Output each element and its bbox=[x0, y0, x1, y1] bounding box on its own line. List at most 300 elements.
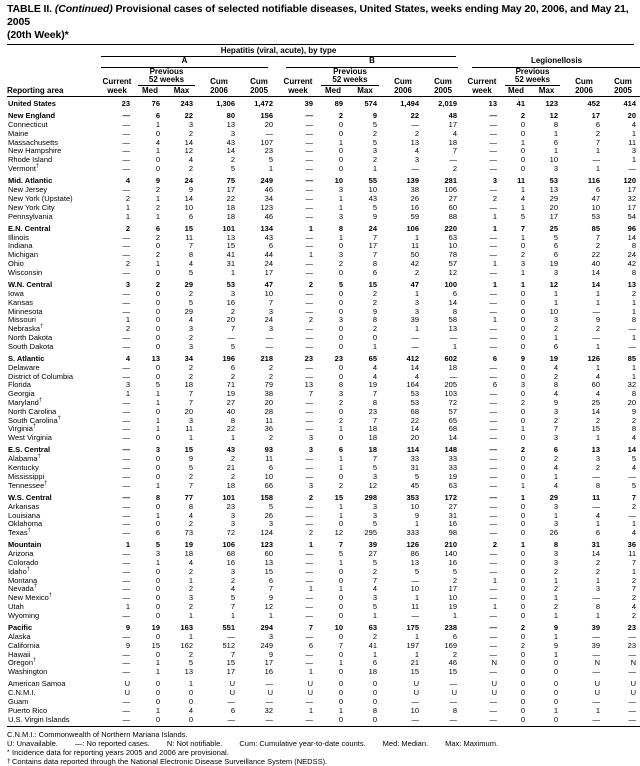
value-cell: 0 bbox=[155, 306, 160, 316]
value-cell: — bbox=[305, 137, 313, 147]
value-cell: 20 bbox=[627, 398, 636, 407]
value-cell: N bbox=[594, 658, 600, 668]
value-cell: — bbox=[489, 566, 497, 576]
value-cell: 1 bbox=[631, 566, 636, 576]
value-cell: 602 bbox=[444, 354, 457, 364]
value-cell: 53 bbox=[410, 389, 419, 399]
value-cell: 0 bbox=[155, 688, 160, 698]
value-cell: 5 bbox=[372, 463, 377, 473]
value-cell: — bbox=[122, 558, 130, 568]
value-cell: — bbox=[449, 371, 457, 381]
value-cell: 0 bbox=[520, 558, 525, 568]
value-cell: 1 bbox=[553, 128, 558, 138]
value-cell: — bbox=[489, 164, 497, 174]
value-cell: 1 bbox=[595, 297, 600, 307]
value-cell: 0 bbox=[520, 679, 525, 689]
table-body bbox=[7, 97, 640, 725]
value-cell: 4 bbox=[595, 371, 600, 381]
value-cell: 76 bbox=[151, 99, 160, 108]
value-cell: — bbox=[305, 241, 313, 251]
reporting-area-cell: Alaska bbox=[8, 631, 31, 641]
value-cell: — bbox=[305, 341, 313, 351]
value-cell: 8 bbox=[188, 250, 193, 260]
value-cell: 0 bbox=[155, 575, 160, 585]
value-cell: 2 bbox=[308, 280, 313, 290]
reporting-area-cell: South Dakota bbox=[8, 341, 54, 351]
value-cell: — bbox=[592, 667, 600, 677]
value-cell: 5 bbox=[520, 211, 525, 221]
value-cell: 3 bbox=[230, 128, 235, 138]
value-cell: — bbox=[411, 341, 419, 351]
value-cell: — bbox=[592, 593, 600, 603]
value-cell: — bbox=[122, 549, 130, 559]
value-cell: 1 bbox=[372, 341, 377, 351]
value-cell: 1 bbox=[595, 146, 600, 156]
value-cell: — bbox=[592, 714, 600, 724]
value-cell: 0 bbox=[520, 332, 525, 342]
col-header-current-week-a: Current week bbox=[99, 68, 135, 97]
value-cell: 13 bbox=[304, 380, 313, 390]
value-cell: — bbox=[305, 549, 313, 559]
value-cell: 0 bbox=[155, 267, 160, 277]
value-cell: 3 bbox=[372, 471, 377, 481]
value-cell: — bbox=[122, 566, 130, 576]
value-cell: 1 bbox=[553, 649, 558, 659]
value-cell: 2 bbox=[631, 415, 636, 425]
reporting-area-cell: Mississippi bbox=[8, 471, 45, 481]
value-cell: 27 bbox=[448, 501, 457, 511]
value-cell: 2 bbox=[595, 128, 600, 138]
value-cell: 1 bbox=[492, 223, 497, 233]
value-cell: 107 bbox=[260, 137, 273, 147]
table-row bbox=[7, 225, 640, 234]
value-cell: — bbox=[122, 433, 130, 443]
value-cell: 17 bbox=[368, 241, 377, 251]
value-cell: 24 bbox=[627, 250, 636, 260]
dagger-mark: † bbox=[26, 566, 30, 573]
value-cell: 15 bbox=[184, 445, 193, 455]
value-cell: 4 bbox=[372, 362, 377, 372]
value-cell: 19 bbox=[226, 389, 235, 399]
value-cell: 0 bbox=[338, 679, 343, 689]
value-cell: — bbox=[628, 510, 636, 520]
value-cell: — bbox=[305, 164, 313, 174]
reporting-area-cell: Massachusetts bbox=[8, 137, 59, 147]
value-cell: 1 bbox=[155, 705, 160, 715]
value-cell: — bbox=[122, 584, 130, 594]
value-cell: 14 bbox=[410, 424, 419, 434]
col-header-med-b: Med bbox=[318, 86, 348, 97]
value-cell: 4 bbox=[553, 362, 558, 372]
value-cell: 1 bbox=[338, 193, 343, 203]
value-cell: — bbox=[122, 424, 130, 434]
value-cell: 2 bbox=[338, 415, 343, 425]
value-cell: 1 bbox=[155, 120, 160, 130]
value-cell: 1 bbox=[520, 424, 525, 434]
value-cell: — bbox=[449, 697, 457, 706]
value-cell: 6 bbox=[452, 288, 457, 298]
value-cell: 32 bbox=[627, 193, 636, 203]
table-row bbox=[7, 512, 640, 521]
value-cell: 0 bbox=[155, 697, 160, 706]
value-cell: — bbox=[305, 211, 313, 221]
legend-not-notifiable: N: Not notifiable. bbox=[166, 739, 223, 749]
value-cell: — bbox=[305, 176, 313, 186]
value-cell: 1 bbox=[372, 610, 377, 620]
value-cell: 9 bbox=[414, 510, 419, 520]
value-cell: 14 bbox=[184, 193, 193, 203]
table-row bbox=[7, 659, 640, 668]
value-cell: 2 bbox=[188, 371, 193, 381]
value-cell: 2 bbox=[125, 223, 130, 233]
value-cell: 0 bbox=[520, 584, 525, 594]
value-cell: 63 bbox=[448, 480, 457, 490]
value-cell: 1 bbox=[553, 575, 558, 585]
value-cell: 574 bbox=[364, 99, 377, 108]
reporting-area-cell: Utah bbox=[8, 602, 24, 612]
value-cell: 23 bbox=[627, 640, 636, 650]
value-cell: — bbox=[305, 510, 313, 520]
value-cell: 20 bbox=[627, 111, 636, 121]
table-row bbox=[7, 603, 640, 612]
footnote-star bbox=[7, 748, 634, 757]
value-cell: 3 bbox=[553, 501, 558, 511]
table-row bbox=[7, 355, 640, 364]
value-cell: 14 bbox=[591, 267, 600, 277]
footnote-dagger bbox=[7, 757, 634, 766]
value-cell: 36 bbox=[627, 540, 636, 550]
group-a-header: A bbox=[99, 57, 278, 68]
value-cell: 3 bbox=[230, 519, 235, 529]
value-cell: 1 bbox=[308, 705, 313, 715]
value-cell: 2 bbox=[595, 558, 600, 568]
table-row bbox=[7, 559, 640, 568]
value-cell: 218 bbox=[260, 354, 273, 364]
value-cell: 2 bbox=[520, 398, 525, 407]
value-cell: 175 bbox=[406, 623, 419, 633]
value-cell: 71 bbox=[226, 380, 235, 390]
value-cell: 17 bbox=[226, 667, 235, 677]
value-cell: 3 bbox=[188, 593, 193, 603]
value-cell: — bbox=[489, 631, 497, 641]
header-spacer bbox=[7, 57, 99, 68]
value-cell: 27 bbox=[368, 549, 377, 559]
value-cell: U bbox=[267, 688, 273, 698]
value-cell: U bbox=[307, 679, 313, 689]
col-header-previous-52-weeks-legionellosis: Previous 52 weeks bbox=[502, 68, 563, 86]
value-cell: 8 bbox=[452, 705, 457, 715]
value-cell: 169 bbox=[444, 640, 457, 650]
value-cell: 2 bbox=[188, 519, 193, 529]
value-cell: U bbox=[229, 679, 235, 689]
value-cell: 0 bbox=[338, 649, 343, 659]
table-row bbox=[7, 434, 640, 443]
value-cell: 0 bbox=[338, 697, 343, 706]
value-cell: 7 bbox=[268, 297, 273, 307]
value-cell: 7 bbox=[372, 575, 377, 585]
value-cell: 4 bbox=[452, 128, 457, 138]
value-cell: 281 bbox=[444, 176, 457, 186]
value-cell: 33 bbox=[448, 463, 457, 473]
value-cell: 4 bbox=[188, 558, 193, 568]
value-cell: 15 bbox=[226, 658, 235, 668]
value-cell: 0 bbox=[520, 155, 525, 165]
value-cell: — bbox=[628, 714, 636, 724]
value-cell: 3 bbox=[338, 211, 343, 221]
value-cell: 1 bbox=[520, 280, 525, 290]
value-cell: 39 bbox=[410, 315, 419, 325]
reporting-area-cell: Georgia bbox=[8, 389, 35, 399]
reporting-area-cell: Kansas bbox=[8, 297, 34, 307]
reporting-area-cell: U.S. Virgin Islands bbox=[8, 714, 70, 724]
value-cell: U bbox=[594, 679, 600, 689]
value-cell: 88 bbox=[448, 211, 457, 221]
value-cell: 68 bbox=[226, 549, 235, 559]
value-cell: — bbox=[305, 519, 313, 529]
value-cell: — bbox=[489, 398, 497, 407]
value-cell: 1 bbox=[520, 185, 525, 195]
value-cell: 196 bbox=[222, 354, 235, 364]
value-cell: 1 bbox=[155, 510, 160, 520]
value-cell: 1 bbox=[338, 658, 343, 668]
reporting-area-cell: Minnesota bbox=[8, 306, 43, 316]
value-cell: 8 bbox=[372, 259, 377, 269]
value-cell: 18 bbox=[448, 137, 457, 147]
value-cell: 1 bbox=[631, 128, 636, 138]
value-cell: 2 bbox=[230, 575, 235, 585]
value-cell: 1 bbox=[372, 164, 377, 174]
value-cell: 1 bbox=[230, 267, 235, 277]
value-cell: — bbox=[628, 164, 636, 174]
value-cell: N bbox=[630, 658, 636, 668]
value-cell: 8 bbox=[188, 501, 193, 511]
value-cell: 7 bbox=[230, 649, 235, 659]
dagger-mark: † bbox=[32, 423, 36, 430]
value-cell: — bbox=[489, 480, 497, 490]
value-cell: — bbox=[592, 471, 600, 481]
value-cell: — bbox=[305, 297, 313, 307]
value-cell: — bbox=[122, 155, 130, 165]
value-cell: 2 bbox=[452, 649, 457, 659]
value-cell: 6 bbox=[553, 250, 558, 260]
value-cell: 197 bbox=[406, 640, 419, 650]
value-cell: 0 bbox=[338, 128, 343, 138]
legend-cum: Cum: Cumulative year-to-date counts. bbox=[239, 739, 366, 749]
value-cell: 18 bbox=[184, 549, 193, 559]
value-cell: 50 bbox=[410, 250, 419, 260]
value-cell: 6 bbox=[452, 631, 457, 641]
value-cell: 1 bbox=[308, 540, 313, 550]
value-cell: 10 bbox=[410, 501, 419, 511]
table-row bbox=[7, 130, 640, 139]
value-cell: — bbox=[305, 120, 313, 130]
value-cell: — bbox=[122, 288, 130, 298]
value-cell: 7 bbox=[520, 223, 525, 233]
value-cell: 6 bbox=[268, 575, 273, 585]
value-cell: 33 bbox=[410, 454, 419, 464]
value-cell: 12 bbox=[184, 146, 193, 156]
value-cell: 93 bbox=[264, 445, 273, 455]
value-cell: 2 bbox=[188, 566, 193, 576]
value-cell: — bbox=[122, 463, 130, 473]
value-cell: 238 bbox=[444, 623, 457, 633]
value-cell: 9 bbox=[372, 111, 377, 121]
value-cell: 7 bbox=[553, 424, 558, 434]
value-cell: 7 bbox=[308, 623, 313, 633]
value-cell: 2 bbox=[188, 288, 193, 298]
col-header-med-legionellosis: Med bbox=[502, 86, 530, 97]
value-cell: 1 bbox=[553, 332, 558, 342]
value-cell: — bbox=[489, 610, 497, 620]
value-cell: — bbox=[122, 631, 130, 641]
value-cell: — bbox=[305, 146, 313, 156]
reporting-area-cell: West Virginia bbox=[8, 433, 52, 443]
value-cell: 1 bbox=[414, 631, 419, 641]
value-cell: 6 bbox=[553, 341, 558, 351]
value-cell: 2 bbox=[372, 566, 377, 576]
value-cell: 1 bbox=[452, 610, 457, 620]
value-cell: 12 bbox=[448, 267, 457, 277]
reporting-area-cell: S. Atlantic bbox=[8, 354, 45, 364]
value-cell: 1 bbox=[492, 575, 497, 585]
value-cell: 1 bbox=[155, 558, 160, 568]
value-cell: 53 bbox=[591, 211, 600, 221]
value-cell: 55 bbox=[368, 176, 377, 186]
value-cell: 20 bbox=[264, 398, 273, 407]
value-cell: — bbox=[305, 415, 313, 425]
value-cell: — bbox=[265, 679, 273, 689]
reporting-area-cell: Arkansas bbox=[8, 501, 40, 511]
value-cell: 1 bbox=[595, 288, 600, 298]
value-cell: — bbox=[489, 111, 497, 121]
value-cell: 123 bbox=[545, 99, 558, 108]
value-cell: 0 bbox=[520, 371, 525, 381]
value-cell: 0 bbox=[520, 610, 525, 620]
value-cell: 3 bbox=[372, 510, 377, 520]
value-cell: — bbox=[489, 324, 497, 334]
reporting-area-cell: Iowa bbox=[8, 288, 24, 298]
value-cell: 4 bbox=[414, 371, 419, 381]
value-cell: 1,306 bbox=[216, 99, 235, 108]
table-row bbox=[7, 482, 640, 491]
value-cell: — bbox=[489, 128, 497, 138]
value-cell: 101 bbox=[222, 492, 235, 502]
value-cell: 1 bbox=[631, 155, 636, 165]
value-cell: 5 bbox=[372, 120, 377, 130]
value-cell: 10 bbox=[410, 705, 419, 715]
value-cell: — bbox=[411, 714, 419, 724]
value-cell: 295 bbox=[364, 528, 377, 538]
value-cell: 5 bbox=[188, 267, 193, 277]
table-row bbox=[7, 473, 640, 482]
value-cell: 126 bbox=[587, 354, 600, 364]
value-cell: 26 bbox=[410, 193, 419, 203]
value-cell: 2 bbox=[372, 297, 377, 307]
value-cell: — bbox=[489, 714, 497, 724]
value-cell: — bbox=[122, 492, 130, 502]
table-row bbox=[7, 577, 640, 586]
table-row bbox=[7, 680, 640, 689]
value-cell: 10 bbox=[410, 584, 419, 594]
value-cell: 2 bbox=[631, 501, 636, 511]
value-cell: 3 bbox=[268, 631, 273, 641]
value-cell: 9 bbox=[188, 185, 193, 195]
value-cell: 57 bbox=[448, 406, 457, 416]
value-cell: 1 bbox=[308, 667, 313, 677]
value-cell: 7 bbox=[188, 480, 193, 490]
value-cell: 2 bbox=[452, 164, 457, 174]
value-cell: 139 bbox=[406, 176, 419, 186]
value-cell: 2 bbox=[230, 371, 235, 381]
table-row bbox=[7, 612, 640, 621]
value-cell: 0 bbox=[520, 120, 525, 130]
table-row bbox=[7, 520, 640, 529]
value-cell: 0 bbox=[372, 688, 377, 698]
value-cell: — bbox=[122, 128, 130, 138]
value-cell: 19 bbox=[368, 380, 377, 390]
table-row bbox=[7, 417, 640, 426]
value-cell: U bbox=[451, 688, 457, 698]
value-cell: 0 bbox=[155, 433, 160, 443]
table-description: Provisional cases of selected notifiable diseases, United States, weeks ending May 20, 2006, and May 21, 2005 bbox=[7, 3, 629, 28]
value-cell: — bbox=[489, 389, 497, 399]
footnote-star-mark: * bbox=[7, 749, 10, 757]
value-cell: 123 bbox=[260, 540, 273, 550]
value-cell: 2 bbox=[631, 575, 636, 585]
value-cell: 0 bbox=[520, 433, 525, 443]
value-cell: 14 bbox=[184, 137, 193, 147]
value-cell: 3 bbox=[308, 445, 313, 455]
value-cell: 2 bbox=[188, 332, 193, 342]
value-cell: 31 bbox=[591, 540, 600, 550]
value-cell: 1 bbox=[155, 480, 160, 490]
table-row bbox=[7, 251, 640, 260]
value-cell: — bbox=[489, 463, 497, 473]
value-cell: 17 bbox=[264, 658, 273, 668]
value-cell: 10 bbox=[184, 202, 193, 212]
value-cell: 162 bbox=[180, 640, 193, 650]
value-cell: 6 bbox=[338, 445, 343, 455]
value-cell: 210 bbox=[444, 540, 457, 550]
value-cell: 1 bbox=[308, 584, 313, 594]
value-cell: 1 bbox=[631, 297, 636, 307]
reporting-area-cell: Missouri bbox=[8, 315, 36, 325]
value-cell: 0 bbox=[338, 332, 343, 342]
value-cell: 14 bbox=[448, 433, 457, 443]
value-cell: — bbox=[305, 324, 313, 334]
value-cell: 7 bbox=[372, 250, 377, 260]
value-cell: 0 bbox=[155, 593, 160, 603]
value-cell: 2 bbox=[372, 288, 377, 298]
value-cell: 5 bbox=[452, 566, 457, 576]
value-cell: 3 bbox=[230, 510, 235, 520]
value-cell: — bbox=[489, 454, 497, 464]
table-title-line1 bbox=[7, 3, 634, 29]
value-cell: — bbox=[489, 241, 497, 251]
value-cell: — bbox=[411, 575, 419, 585]
value-cell: 85 bbox=[627, 354, 636, 364]
value-cell: 53 bbox=[410, 398, 419, 407]
value-cell: 2 bbox=[155, 202, 160, 212]
value-cell: 5 bbox=[372, 202, 377, 212]
value-cell: 1 bbox=[452, 341, 457, 351]
value-cell: 5 bbox=[631, 454, 636, 464]
table-row bbox=[7, 689, 640, 698]
col-header-cum-2005-b: Cum 2005 bbox=[424, 68, 462, 97]
value-cell: 1 bbox=[553, 471, 558, 481]
value-cell: 0 bbox=[520, 575, 525, 585]
value-cell: 26 bbox=[264, 510, 273, 520]
